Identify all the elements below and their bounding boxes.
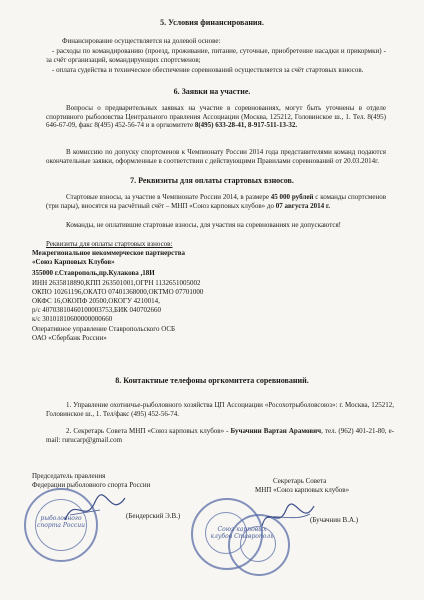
requisites-address: 355000 г.Ставрополь,пр.Кулакова ,18И xyxy=(32,269,155,277)
contact-2: 2. Секретарь Совета МНП «Союз карповых клубов» - Бучачнин Вартан Арамович, тел. (962) 401-21-80, e-mail: rurucarp@gmail.com xyxy=(46,427,395,444)
requisites-line: Оперативное управление Ставропольского ОСБ xyxy=(32,325,176,333)
requisites-line: ИНН 2635818890,КПП 263501001,ОГРН 1132651005002 xyxy=(32,279,201,287)
section-7-p2: Команды, не оплатившие стартовые взносы, для участия на соревнованиях не допускаются! xyxy=(66,221,341,229)
right-signatory-role: Секретарь Совета МНП «Союз карповых клубов» xyxy=(255,477,350,494)
section-6-title: 6. Заявки на участие. xyxy=(173,87,251,96)
requisites-line: ОКПО 10261196,ОКАТО 07401368000,ОКТМО 07701000 xyxy=(32,288,204,296)
section-5-title: 5. Условия финансирования. xyxy=(160,18,264,27)
left-signatory-name: (Бендерский Э.В.) xyxy=(126,512,181,520)
section-6-p2: В комиссию по допуску спортсменов к Чемпионату России 2014 года представителями команд подаются окончательные заявки, оформленные в соответствии с действующими Правилами соревнований от 20.03.2014г. xyxy=(46,148,386,165)
contact-1: 1. Управление охотничье-рыболовного хозяйства ЦП Ассоциации «Росохотрыболовсоюз»: г. Москва, 125212, Головинское ш., 1. Тел/факс (495) 452-56-74. xyxy=(46,401,394,418)
requisites-org1: Межрегиональное некоммерческое партнерства xyxy=(32,249,186,257)
left-signature-scribble xyxy=(60,490,130,530)
requisites-org2: «Союз Карповых Клубов» xyxy=(32,258,115,266)
requisites-heading: Реквизиты для оплаты стартовых взносов: xyxy=(46,240,173,248)
requisites-line: к/с 30101810600000000660 xyxy=(32,315,113,323)
requisites-line: р/с 40703810460100003753,БИК 040702660 xyxy=(32,306,162,314)
right-signature-scribble xyxy=(258,500,318,536)
section-8-title: 8. Контактные телефоны оргкомитета соревнований. xyxy=(115,376,309,385)
right-signatory-name: (Бучачнин В.А.) xyxy=(310,516,359,524)
section-7-title: 7. Реквизиты для оплаты стартовых взносов. xyxy=(130,176,294,185)
requisites-line: ОАО «Сбербанк России» xyxy=(32,334,107,342)
section-6-p1: Вопросы о предварительных заявках на участие в соревнованиях, могут быть уточнены в отделе спортивного рыболовства Центрального правления Ассоциации (Москва, 125212, Головинское ш., 1. Тел. 8(495) 646-67-09, факс 8(495) 452-56-74 и в оргкомитете 8(495) 633-28-41, 8-917-511-13-32. xyxy=(46,104,386,130)
federation-stamp-text: рыболовного спорта России xyxy=(37,515,85,529)
section-7-p1: Стартовые взносы, за участие в Чемпионате России 2014, в размере 45 000 рублей с команды спортсменов (три пары), вносятся на расчётный счёт – МНП «Союз карповых клубов» до 07 августа 2014 г. xyxy=(46,193,387,210)
requisites-line: ОКФС 16,ОКОПФ 20500,ОКОГУ 4210014, xyxy=(32,297,160,305)
section-5-p1: Финансирование осуществляется на долевой основе: xyxy=(62,37,221,45)
section-5-p3: - оплата судейства и техническое обеспечение соревнований осуществляется за счёт стартовых взносов. xyxy=(52,66,364,74)
section-5-p2: - расходы по командированию (проезд, проживание, питание, суточные, приобретение насадки и прикормки) - за счёт организаций, командирующих спортсменов; xyxy=(46,47,386,64)
carp-club-stamp-text: Союз карповых клубов Ставрополь xyxy=(210,526,274,540)
left-signatory-role: Председатель правления Федерации рыболовного спорта России xyxy=(32,472,151,489)
